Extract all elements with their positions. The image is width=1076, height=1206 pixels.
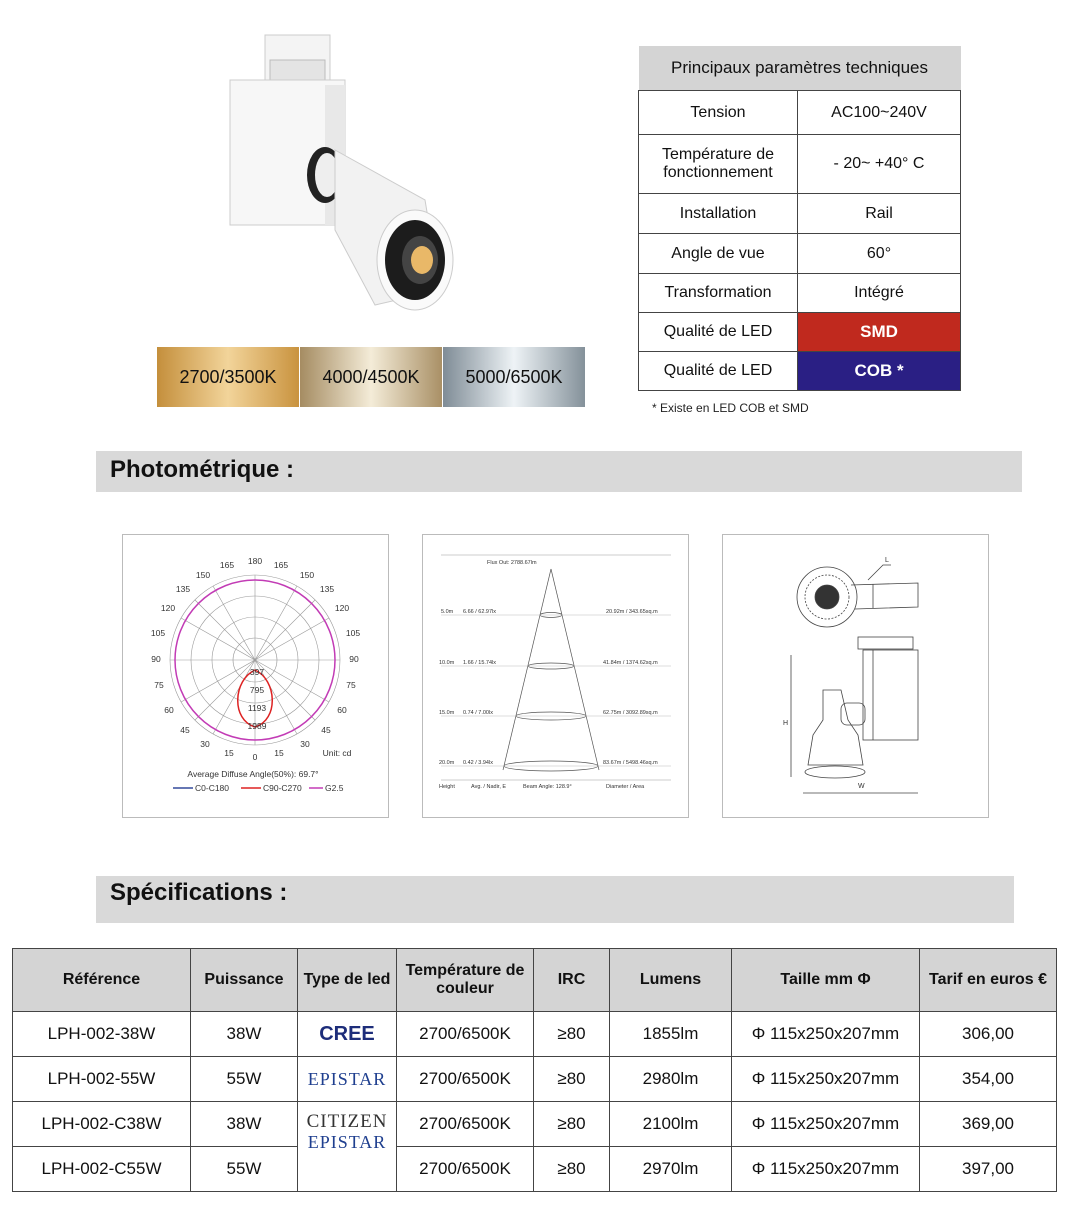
table-row [13, 1102, 1057, 1147]
value-label: 1193 [247, 703, 267, 713]
col-header: IRC [534, 949, 610, 1012]
section-specs [96, 876, 1014, 923]
table-row [13, 1147, 1057, 1192]
angle-label: 45 [321, 725, 331, 735]
section-title: Photométrique : [110, 456, 294, 483]
col-header: Température de couleur [397, 949, 534, 1012]
dimension-drawing [722, 534, 989, 818]
angle-label: 120 [160, 603, 176, 613]
tech-label: Transformation [639, 274, 798, 313]
lumens-cell: 2100lm [610, 1102, 732, 1147]
angle-label: 60 [337, 705, 347, 715]
dimension-l: L [885, 557, 889, 564]
temp-cell: 2700/6500K [397, 1057, 534, 1102]
brand-epistar-logo [298, 1057, 397, 1102]
illuminance-diagram [422, 534, 689, 818]
power-cell: 55W [191, 1147, 298, 1192]
table-row [13, 1012, 1057, 1057]
led-cob-badge: COB * [798, 352, 961, 391]
lux-label: 6.66 / 62.97lx [463, 609, 497, 615]
angle-label: 150 [195, 570, 211, 580]
angle-label: 165 [219, 560, 235, 570]
polar-caption: Average Diffuse Angle(50%): 69.7° [187, 769, 319, 779]
lux-label: 1.66 / 15.74lx [463, 660, 497, 666]
color-temp-warm: 2700/3500K [157, 347, 299, 407]
price-cell: 369,00 [920, 1102, 1057, 1147]
angle-label: 135 [175, 584, 191, 594]
angle-label: 45 [180, 725, 190, 735]
area-label: 62.75m / 3092.89sq.m [603, 710, 658, 716]
col-header: Puissance [191, 949, 298, 1012]
angle-label: 30 [200, 739, 210, 749]
angle-label: 150 [299, 570, 315, 580]
power-cell: 55W [191, 1057, 298, 1102]
dimension-h: H [783, 720, 789, 727]
price-cell: 306,00 [920, 1012, 1057, 1057]
footer-label: Avg. / Nadir, E [471, 784, 507, 790]
angle-label: 120 [334, 603, 350, 613]
col-header: Lumens [610, 949, 732, 1012]
tech-label: Qualité de LED [639, 352, 798, 391]
ref-cell: LPH-002-C55W [13, 1147, 191, 1192]
brand-citizen: CITIZEN [306, 1111, 388, 1132]
lux-label: 0.42 / 3.94lx [463, 760, 493, 766]
irc-cell: ≥80 [534, 1147, 610, 1192]
price-cell: 397,00 [920, 1147, 1057, 1192]
power-cell: 38W [191, 1012, 298, 1057]
unit-label: Unit: cd [322, 748, 352, 758]
angle-label: 90 [151, 654, 161, 664]
size-cell: Φ 115x250x207mm [732, 1147, 920, 1192]
footer-label: Beam Angle: 128.9° [523, 784, 572, 790]
angle-label: 75 [346, 680, 356, 690]
lumens-cell: 2980lm [610, 1057, 732, 1102]
legend-label: C90-C270 [263, 783, 302, 793]
col-header: Type de led [298, 949, 397, 1012]
angle-label: 15 [224, 748, 234, 758]
value-label: 397 [249, 667, 265, 677]
tech-label: Tension [639, 91, 798, 135]
lumens-cell: 2970lm [610, 1147, 732, 1192]
color-temp-neutral: 4000/4500K [300, 347, 442, 407]
tech-label: Angle de vue [639, 234, 798, 274]
angle-label: 30 [300, 739, 310, 749]
power-cell: 38W [191, 1102, 298, 1147]
tech-value: Rail [798, 194, 961, 234]
size-cell: Φ 115x250x207mm [732, 1102, 920, 1147]
angle-label: 15 [274, 748, 284, 758]
temp-cell: 2700/6500K [397, 1012, 534, 1057]
irc-cell: ≥80 [534, 1057, 610, 1102]
size-cell: Φ 115x250x207mm [732, 1012, 920, 1057]
height-label: 5.0m [441, 609, 454, 615]
lux-label: 0.74 / 7.00lx [463, 710, 493, 716]
col-header: Tarif en euros € [920, 949, 1057, 1012]
col-header: Taille mm Φ [732, 949, 920, 1012]
legend-label: G2.5 [325, 783, 344, 793]
color-temp-cool: 5000/6500K [443, 347, 585, 407]
height-label: 15.0m [439, 710, 455, 716]
tech-params-table [638, 46, 961, 391]
area-label: 83.67m / 5498.46sq.m [603, 760, 658, 766]
area-label: 41.84m / 1374.62sq.m [603, 660, 658, 666]
area-label: 20.92m / 343.65sq.m [606, 609, 658, 615]
section-title: Spécifications : [110, 879, 288, 906]
angle-label: 165 [273, 560, 289, 570]
dimension-w: W [858, 783, 865, 790]
angle-label: 180 [247, 556, 263, 566]
tech-table-title: Principaux paramètres techniques [639, 46, 961, 91]
col-header: Référence [13, 949, 191, 1012]
ref-cell: LPH-002-55W [13, 1057, 191, 1102]
section-photometric [96, 451, 1022, 492]
brand-epistar: EPISTAR [307, 1132, 387, 1152]
polar-diagram [122, 534, 389, 818]
ref-cell: LPH-002-C38W [13, 1102, 191, 1147]
angle-label: 60 [164, 705, 174, 715]
brand-cree-logo [298, 1012, 397, 1057]
angle-label: 90 [349, 654, 359, 664]
temp-cell: 2700/6500K [397, 1102, 534, 1147]
legend-label: C0-C180 [195, 783, 230, 793]
height-label: 20.0m [439, 760, 455, 766]
temp-cell: 2700/6500K [397, 1147, 534, 1192]
height-label: 10.0m [439, 660, 455, 666]
specs-table [12, 948, 1057, 1192]
tech-value: - 20~ +40° C [798, 135, 961, 194]
irc-cell: ≥80 [534, 1012, 610, 1057]
led-smd-badge: SMD [798, 313, 961, 352]
angle-label: 135 [319, 584, 335, 594]
tech-value: Intégré [798, 274, 961, 313]
ref-cell: LPH-002-38W [13, 1012, 191, 1057]
angle-label: 75 [154, 680, 164, 690]
product-image [225, 30, 465, 320]
angle-label: 105 [345, 628, 361, 638]
tech-label: Qualité de LED [639, 313, 798, 352]
lumens-cell: 1855lm [610, 1012, 732, 1057]
irc-cell: ≥80 [534, 1102, 610, 1147]
price-cell: 354,00 [920, 1057, 1057, 1102]
tech-value: AC100~240V [798, 91, 961, 135]
tech-label: Température de fonctionnement [639, 135, 798, 194]
tech-label: Installation [639, 194, 798, 234]
tech-value: 60° [798, 234, 961, 274]
footer-label: Height [439, 784, 455, 790]
brand-epistar: EPISTAR [307, 1068, 387, 1089]
size-cell: Φ 115x250x207mm [732, 1057, 920, 1102]
tech-note: * Existe en LED COB et SMD [652, 401, 809, 415]
angle-label: 105 [150, 628, 166, 638]
angle-label: 0 [252, 752, 258, 762]
value-label: 795 [249, 685, 265, 695]
value-label: 1989 [247, 721, 267, 731]
table-row [13, 1057, 1057, 1102]
brand-cree: CREE [319, 1022, 375, 1045]
footer-label: Diameter / Area [606, 784, 645, 790]
flux-label: Flux Out: 2788.67lm [487, 560, 537, 566]
brand-citizen-epistar-logo [298, 1102, 397, 1192]
